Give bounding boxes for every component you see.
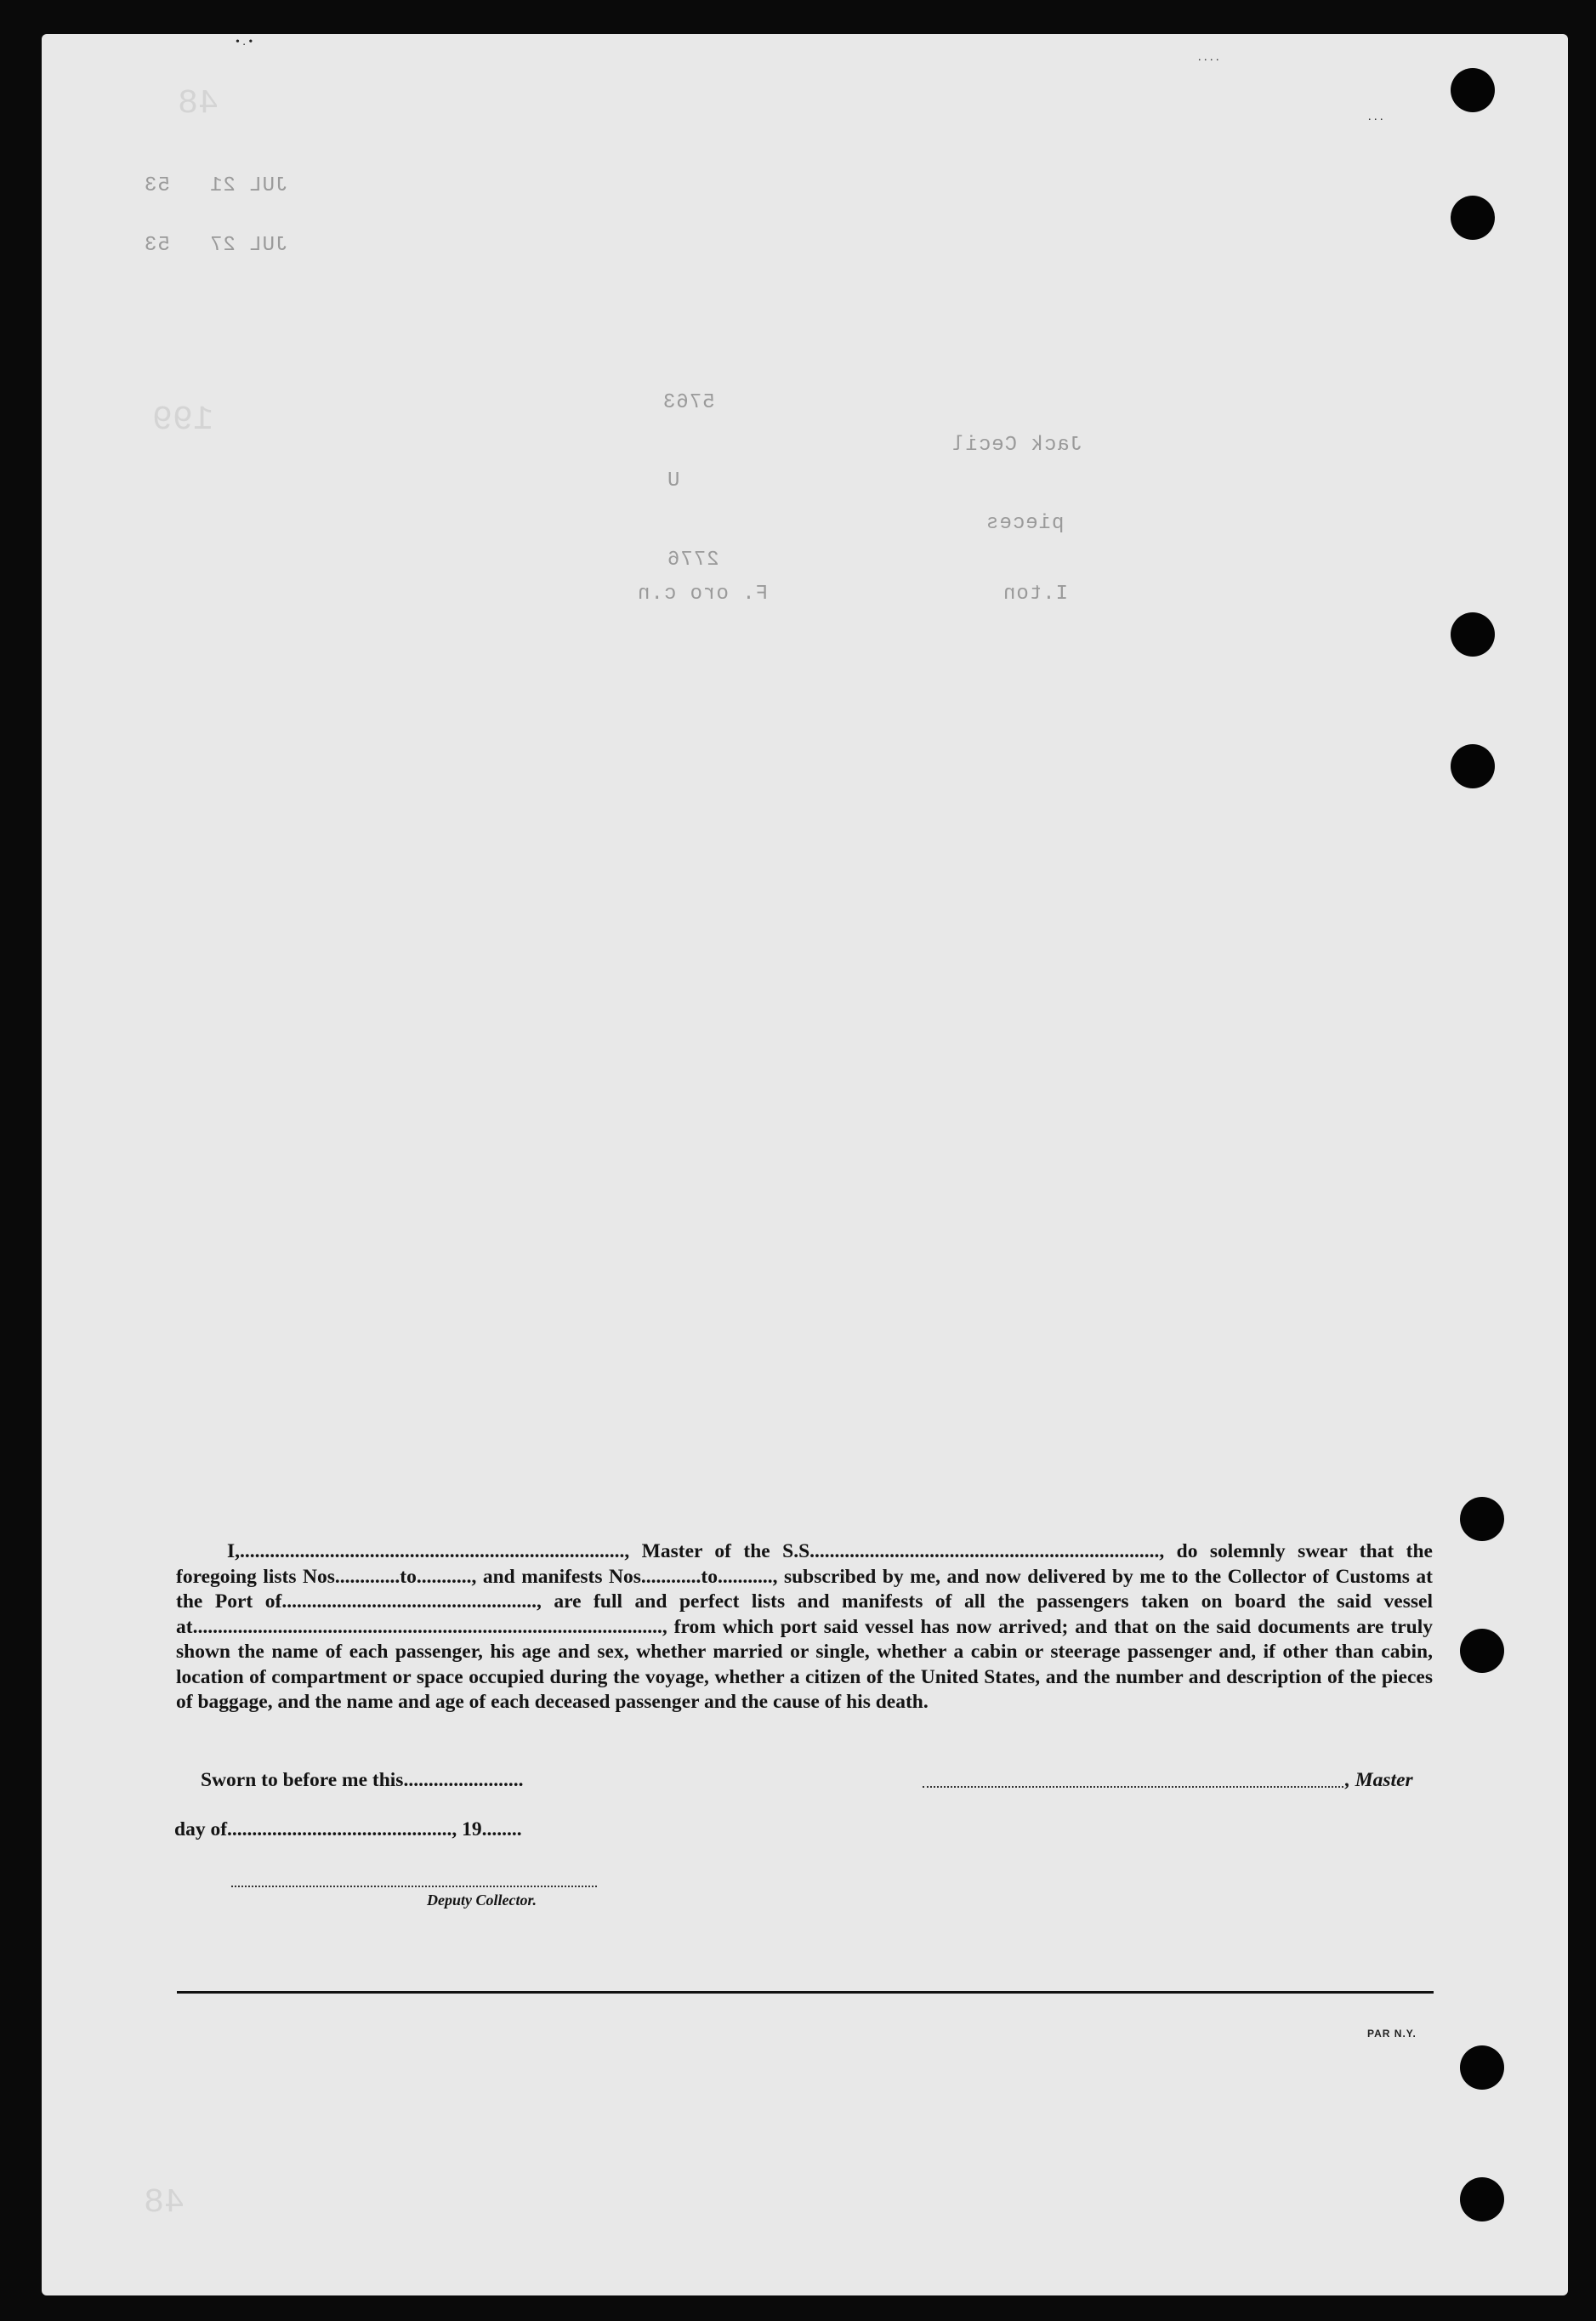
- punch-hole: [1460, 2177, 1504, 2221]
- ink-specks: . . .: [1368, 111, 1383, 123]
- bottom-rule: [177, 1991, 1434, 1994]
- ink-specks: . . . .: [1198, 51, 1219, 64]
- bleed-page-number-bottom: 48: [144, 2184, 185, 2222]
- master-oath: [176, 1539, 1433, 1715]
- punch-hole: [1460, 2045, 1504, 2090]
- manifest-page: [42, 34, 1568, 2295]
- deputy-signature-line: [231, 1886, 597, 1887]
- oath-paragraph: I,............................................................................., Master of the S.S......................................................................, do solemnly swear that the foregoing lists Nos.............to..........., and manifests Nos............to..........., subscribed by me, and now delivered by me to the Collector of Customs at the Port of..................................................., are full and perfect lists and manifests of all the passengers taken on board the said vessel at.............................................................................................., from which port said vessel has now arrived; and that on the said documents are truly shown the name of each passenger, his age and sex, whether married or single, whether a cabin or steerage passenger and, if other than cabin, location of compartment or space occupied during the voyage, whether a citizen of the United States, and the number and description of the pieces of baggage, and the name and age of each deceased passenger and the cause of his death.: [176, 1540, 1433, 1713]
- bleed-item-e: F. oro c.n: [637, 583, 769, 606]
- bleed-page-number-mid: 199: [152, 401, 214, 440]
- punch-hole: [1451, 196, 1495, 240]
- sworn-line: Sworn to before me this........................: [201, 1769, 524, 1791]
- master-label: , Master: [1345, 1769, 1413, 1791]
- bleed-item-a: U: [667, 469, 680, 492]
- bleed-page-number: 48: [178, 85, 219, 123]
- bleed-item-c: 2776: [667, 549, 719, 572]
- punch-hole: [1460, 1629, 1504, 1673]
- bleed-date-1: JUL 21 53: [144, 174, 288, 197]
- punch-hole: [1451, 68, 1495, 112]
- printer-imprint: PAR N.Y.: [1367, 2028, 1417, 2039]
- punch-hole: [1451, 612, 1495, 657]
- bleed-item-b: pieces: [985, 512, 1065, 535]
- punch-hole: [1460, 1497, 1504, 1541]
- bleed-date-2: JUL 27 53: [144, 234, 288, 257]
- ink-specks: • . •: [236, 36, 253, 48]
- day-line: day of............................................., 19........: [174, 1818, 522, 1840]
- bleed-number: 5763: [662, 391, 715, 414]
- bleed-name: Jack Cecil: [951, 434, 1083, 457]
- bleed-item-d: I.ton: [1002, 583, 1069, 606]
- punch-hole: [1451, 744, 1495, 788]
- master-signature-line: [923, 1786, 1343, 1788]
- deputy-collector-label: Deputy Collector.: [427, 1892, 537, 1909]
